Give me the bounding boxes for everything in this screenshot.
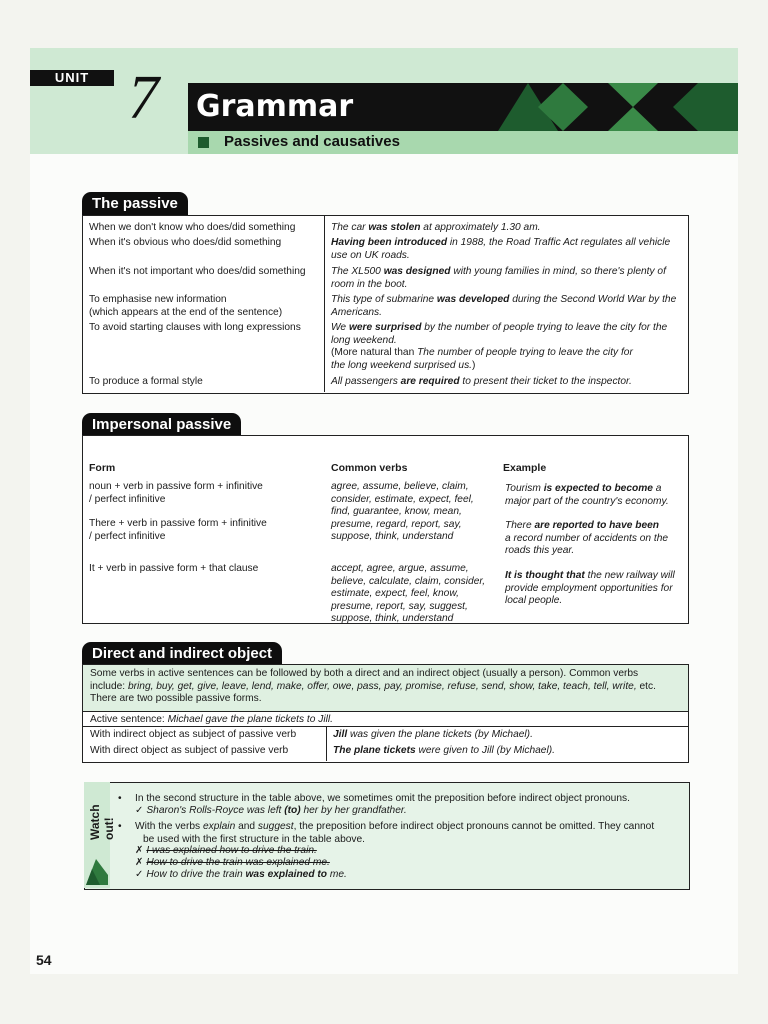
table-divider	[326, 726, 327, 761]
direct-row-example: Jill was given the plane tickets (by Michael).	[333, 729, 533, 740]
direct-row-label: With indirect object as subject of passive verb	[90, 729, 297, 740]
title-bar	[188, 83, 738, 131]
passive-use: When it's not important who does/did something	[89, 266, 306, 277]
column-header-form: Form	[89, 462, 116, 474]
watch-out-label: Watch out!	[88, 804, 116, 840]
passive-example: Having been introduced in 1988, the Road Traffic Act regulates all vehicle use on UK roads.	[331, 237, 671, 261]
page-number: 54	[36, 952, 52, 968]
column-header-verbs: Common verbs	[331, 462, 408, 474]
impersonal-example: It is thought that the new railway will provide employment opportunities for local people.	[505, 570, 675, 606]
bullet-icon: •	[118, 821, 122, 832]
passive-use: To avoid starting clauses with long expressions	[89, 322, 301, 333]
passive-use: To produce a formal style	[89, 376, 203, 387]
impersonal-form: It + verb in passive form + that clause	[89, 563, 259, 574]
impersonal-example: Tourism is expected to become a major part of the country's economy.	[505, 483, 669, 507]
divider	[82, 726, 688, 727]
direct-row-label: With direct object as subject of passive verb	[90, 745, 289, 756]
section-heading-direct: Direct and indirect object	[82, 642, 282, 666]
direct-row-example: The plane tickets were given to Jill (by Michael).	[333, 745, 555, 756]
unit-number: 7	[128, 64, 159, 132]
watch-out-example: ✓ Sharon's Rolls-Royce was left (to) her by her grandfather.	[135, 805, 407, 816]
divider	[82, 711, 688, 712]
mountain-icon	[86, 845, 108, 885]
passive-use: When we don't know who does/did something	[89, 222, 296, 233]
unit-label: UNIT	[30, 70, 114, 86]
table-divider	[324, 216, 325, 392]
watch-out-wrong-example: ✗ I was explained how to drive the train.	[135, 845, 317, 856]
active-sentence: Active sentence: Michael gave the plane tickets to Jill.	[90, 714, 333, 725]
square-bullet-icon	[198, 137, 209, 148]
passive-example: All passengers are required to present their ticket to the inspector.	[331, 376, 632, 387]
watch-out-point: In the second structure in the table above, we sometimes omit the preposition before indirect object pronouns.	[135, 793, 630, 804]
column-header-example: Example	[503, 462, 547, 474]
watch-out-right-example: ✓ How to drive the train was explained to me.	[135, 869, 347, 880]
passive-use: When it's obvious who does/did something	[89, 237, 282, 248]
passive-example: This type of submarine was developed during the Second World War by the Americans.	[331, 294, 677, 318]
impersonal-form: noun + verb in passive form + infinitive / perfect infinitive	[89, 481, 263, 505]
passive-example: We were surprised by the number of people trying to leave the city for the long weekend. (More natural than The number of people trying to leave the city for the long weekend surprised us.)	[331, 322, 668, 371]
section-heading-impersonal: Impersonal passive	[82, 413, 241, 437]
direct-intro: Some verbs in active sentences can be followed by both a direct and an indirect object (usually a person). Common verbs include: bring, buy, get, give, leave, lend, make, offer, owe, pass, pay, promise, refuse, send, show, take, teach, tell, write, etc. There are two possible passive forms.	[90, 668, 656, 704]
subtitle-bar	[188, 131, 738, 154]
impersonal-form: There + verb in passive form + infinitive / perfect infinitive	[89, 518, 267, 542]
passive-example: The car was stolen at approximately 1.30 am.	[331, 222, 541, 233]
page-subtitle: Passives and causatives	[224, 133, 400, 150]
watch-out-wrong-example: ✗ How to drive the train was explained me.	[135, 857, 330, 868]
section-heading-passive: The passive	[82, 192, 188, 216]
impersonal-verbs: agree, assume, believe, claim, consider, estimate, expect, feel, find, guarantee, know, mean, presume, regard, report, say, suppose, think, understand	[331, 481, 474, 542]
impersonal-example: There are reported to have been a record number of accidents on the roads this year.	[505, 520, 669, 556]
bullet-icon: •	[118, 793, 122, 804]
passive-use: To emphasise new information (which appears at the end of the sentence)	[89, 294, 283, 318]
impersonal-verbs: accept, agree, argue, assume, believe, calculate, claim, consider, estimate, expect, feel, know, presume, report, say, suggest, suppose, think, understand	[331, 563, 486, 624]
diamond-decoration-icon	[498, 83, 738, 131]
watch-out-point: With the verbs explain and suggest, the preposition before indirect object pronouns cannot be omitted. They cannot be used with the first structure in the table above.	[135, 821, 655, 845]
page-title: Grammar	[196, 89, 354, 124]
passive-example: The XL500 was designed with young families in mind, so there's plenty of room in the boot.	[331, 266, 666, 290]
